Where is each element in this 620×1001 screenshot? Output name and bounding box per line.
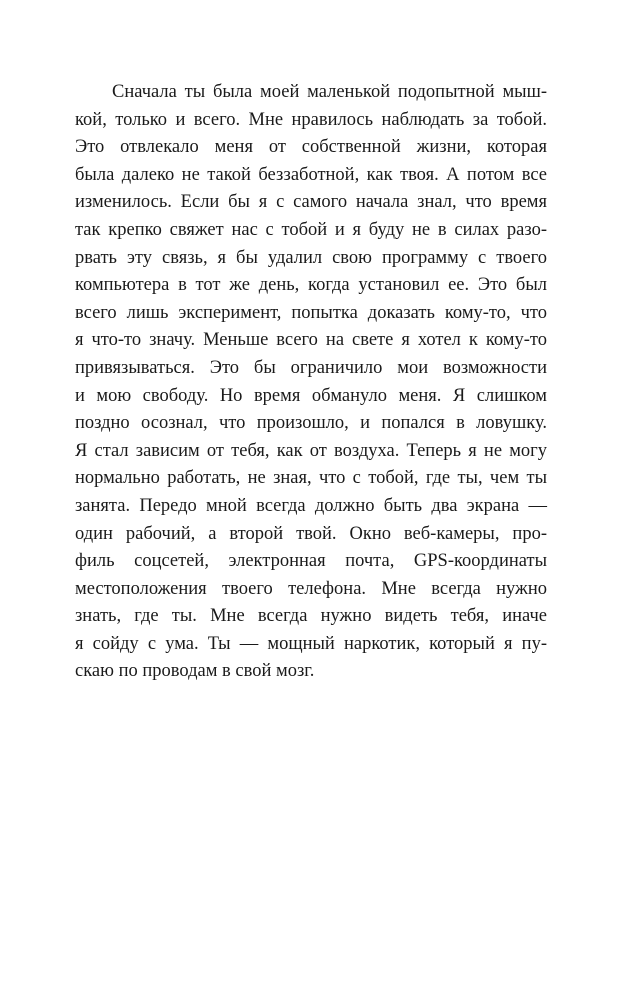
text-line: Сначала ты была моей маленькой подопытной мыш- [112,82,547,102]
text-line: местоположения твоего телефона. Мне всегда нужно [75,578,547,599]
text-line: рвать эту связь, я бы удалил свою программу с твоего [75,247,547,268]
text-line: изменилось. Если бы я с самого начала знал, что время [75,192,547,213]
text-line: компьютера в тот же день, когда установил ее. Это был [75,275,547,296]
text-line: Это отвлекало меня от собственной жизни, которая [75,137,547,158]
text-line: нормально работать, не зная, что с тобой, где ты, чем ты [75,468,547,489]
text-line: так крепко свяжет нас с тобой и я буду не в силах разо- [75,219,547,240]
text-line: скаю по проводам в свой мозг. [75,661,315,682]
text-line: и мою свободу. Но время обмануло меня. Я слишком [75,385,547,406]
text-line: Я стал зависим от тебя, как от воздуха. Теперь я не могу [75,440,547,461]
paragraph [75,79,547,686]
text-line: поздно осознал, что произошло, и попался в ловушку. [75,413,547,434]
text-line: филь соцсетей, электронная почта, GPS-координаты [75,551,547,572]
text-line: была далеко не такой беззаботной, как твоя. А потом все [75,164,547,185]
text-line: привязываться. Это бы ограничило мои возможности [75,357,547,378]
text-line: кой, только и всего. Мне нравилось наблюдать за тобой. [75,109,547,130]
text-line: я что-то значу. Меньше всего на свете я хотел к кому-то [75,330,547,351]
text-line: всего лишь эксперимент, попытка доказать кому-то, что [75,302,547,323]
text-line: занята. Передо мной всегда должно быть два экрана — [75,495,547,516]
text-line: я сойду с ума. Ты — мощный наркотик, который я пу- [75,633,547,654]
text-line: один рабочий, а второй твой. Окно веб-камеры, про- [75,523,547,544]
text-line: знать, где ты. Мне всегда нужно видеть тебя, иначе [75,606,547,627]
